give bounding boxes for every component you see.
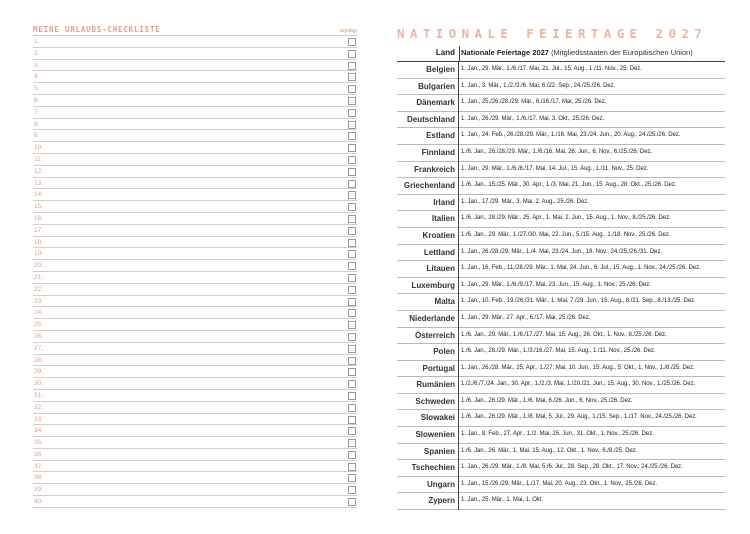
country-name: Spanien — [397, 444, 459, 461]
checklist-row — [33, 201, 357, 213]
checklist-checkbox[interactable] — [348, 451, 356, 459]
checklist-number: 12. — [34, 167, 44, 175]
checklist-checkbox[interactable] — [348, 439, 356, 447]
checklist-row — [33, 213, 357, 225]
checklist-checkbox[interactable] — [348, 416, 356, 424]
checklist-checkbox[interactable] — [348, 62, 356, 70]
checklist-row — [33, 83, 357, 95]
checklist-number: 25. — [34, 321, 44, 329]
checklist-number: 31. — [34, 391, 44, 399]
checklist-row — [33, 248, 357, 260]
checklist-number: 6. — [34, 96, 40, 104]
checklist-checkbox[interactable] — [348, 309, 356, 317]
holiday-dates: 1./6. Jan., 28./29. Mär., 1./3./16./27. Mai, 15. Aug., 1./11. Nov., 25./26. Dez. — [461, 348, 656, 355]
holidays-page — [397, 22, 725, 512]
table-row — [397, 145, 725, 162]
checklist-checkbox[interactable] — [348, 109, 356, 117]
checklist-number: 19. — [34, 250, 44, 258]
checklist-row — [33, 366, 357, 378]
checklist-checkbox[interactable] — [348, 85, 356, 93]
country-name: Griechenland — [397, 178, 459, 195]
table-row — [397, 228, 725, 245]
holiday-dates: 1. Jan., 10. Feb., 19./26./31. Mär., 1. Mai, 7./29. Jun., 15. Aug., 8./21. Sep., 8./13./25. Dez. — [461, 298, 696, 305]
holidays-title: NATIONALE FEIERTAGE 2027 — [397, 26, 708, 41]
checklist-row — [33, 343, 357, 355]
checklist-number: 15. — [34, 203, 44, 211]
checklist-row — [33, 119, 357, 131]
checklist-number: 2. — [34, 49, 40, 57]
checklist-number: 4. — [34, 73, 40, 81]
checklist-number: 36. — [34, 450, 44, 458]
checklist-row — [33, 390, 357, 402]
checklist-title: MEINE URLAUBS-CHECKLISTE — [33, 25, 161, 34]
checklist-number: 40. — [34, 498, 44, 506]
checklist-number: 13. — [34, 179, 44, 187]
country-name: Tschechien — [397, 460, 459, 477]
checklist-number: 16. — [34, 214, 44, 222]
checklist-checkbox[interactable] — [348, 474, 356, 482]
checklist-row — [33, 425, 357, 437]
checklist-checkbox[interactable] — [348, 227, 356, 235]
holiday-dates: 1. Jan., 3. Mär., 1./2./3./6. Mai, 6./22. Sep., 24./25./26. Dez. — [461, 82, 616, 89]
checklist-number: 39. — [34, 486, 44, 494]
checklist-row — [33, 71, 357, 83]
checklist-checkbox[interactable] — [348, 486, 356, 494]
holiday-dates: 1. Jan., 16. Feb., 11./28./29. Mär., 1. Mai, 24. Jun., 6. Jul., 15. Aug., 1. Nov., 24./25./26. Dez. — [461, 265, 701, 272]
checklist-row — [33, 331, 357, 343]
table-row — [397, 278, 725, 295]
country-name: Niederlande — [397, 311, 459, 328]
checklist-row — [33, 60, 357, 72]
table-row — [397, 112, 725, 129]
checklist-row — [33, 402, 357, 414]
checklist-checkbox[interactable] — [348, 97, 356, 105]
table-row — [397, 178, 725, 195]
country-name: Frankreich — [397, 162, 459, 179]
holiday-dates: 1. Jan., 29. Mär., 1./6./9./17. Mai, 23. Jun., 15. Aug., 1. Nov., 25./26. Dez. — [461, 281, 651, 288]
table-row — [397, 344, 725, 361]
checklist-number: 30. — [34, 380, 44, 388]
holiday-dates: 1./6. Jan., 15./25. Mär., 30. Apr., 1./3. Mai, 21. Jun., 15. Aug., 28. Okt., 25./26. Dez. — [461, 182, 677, 189]
checklist-number: 38. — [34, 474, 44, 482]
table-row — [397, 410, 725, 427]
country-name: Ungarn — [397, 477, 459, 494]
checklist-number: 20. — [34, 262, 44, 270]
checklist-number: 7. — [34, 108, 40, 116]
column-header-title: Nationale Feiertage 2027 — [461, 48, 549, 57]
table-row — [397, 195, 725, 212]
holiday-dates: 1./6. Jan., 26./29. Mär., 1./8. Mai, 5. Jul., 29. Aug., 1./15. Sep., 1./17. Nov., 24./25./26. Dez. — [461, 414, 697, 421]
checklist-row — [33, 225, 357, 237]
checklist-row — [33, 272, 357, 284]
checklist-row — [33, 237, 357, 249]
column-header-land: Land — [435, 48, 455, 57]
checklist-checkbox[interactable] — [348, 286, 356, 294]
checklist-checkbox[interactable] — [348, 463, 356, 471]
country-name: Slowakei — [397, 410, 459, 427]
table-row — [397, 477, 725, 494]
table-row — [397, 311, 725, 328]
country-name: Kroatien — [397, 228, 459, 245]
checklist-row — [33, 437, 357, 449]
checklist-row — [33, 496, 357, 508]
checklist-checkbox[interactable] — [348, 250, 356, 258]
checklist-checkbox[interactable] — [348, 321, 356, 329]
checklist-row — [33, 189, 357, 201]
checklist-checkbox[interactable] — [348, 121, 356, 129]
holiday-dates: 1. Jan., 26./29. Mär., 1./8. Mai, 5./6. Jul., 28. Sep., 28. Okt., 17. Nov., 24./25./26. Dez. — [461, 464, 683, 471]
checklist-checkbox[interactable] — [348, 38, 356, 46]
holiday-dates: 1./6. Jan., 26. Mär., 1. Mai, 15. Aug., 12. Okt., 1. Nov., 6./8./25. Dez. — [461, 447, 638, 454]
checklist-number: 23. — [34, 297, 44, 305]
table-row — [397, 328, 725, 345]
done-column-label: Erledigt — [340, 28, 357, 33]
country-name: Estland — [397, 128, 459, 145]
checklist-checkbox[interactable] — [348, 404, 356, 412]
checklist-number: 17. — [34, 226, 44, 234]
checklist-row — [33, 484, 357, 496]
holiday-dates: 1./6. Jan., 29. Mär., 1./27./30. Mai, 22. Jun., 5./15. Aug., 1./18. Nov., 25./26. Dez. — [461, 231, 671, 238]
checklist-row — [33, 166, 357, 178]
country-name: Polen — [397, 344, 459, 361]
table-row — [397, 377, 725, 394]
checklist-row — [33, 449, 357, 461]
table-row — [397, 162, 725, 179]
holidays-table — [397, 46, 725, 510]
checklist-row — [33, 95, 357, 107]
checklist-number: 5. — [34, 85, 40, 93]
table-row — [397, 493, 725, 510]
checklist-number: 33. — [34, 415, 44, 423]
country-name: Lettland — [397, 245, 459, 262]
checklist-items — [33, 36, 357, 508]
checklist-number: 34. — [34, 427, 44, 435]
holiday-dates: 1./6. Jan., 29. Mär., 1./6./17./27. Mai, 15. Aug., 26. Okt., 1. Nov., 8./25./26. Dez. — [461, 331, 667, 338]
checklist-checkbox[interactable] — [348, 380, 356, 388]
table-body — [397, 62, 725, 510]
checklist-row — [33, 142, 357, 154]
checklist-checkbox[interactable] — [348, 498, 356, 506]
country-name: Dänemark — [397, 95, 459, 112]
country-name: Slowenien — [397, 427, 459, 444]
holiday-dates: 1. Jan., 25./26./28./29. Mär., 6./16./17. Mai, 25./26. Dez. — [461, 99, 607, 106]
country-name: Finnland — [397, 145, 459, 162]
checklist-checkbox[interactable] — [348, 368, 356, 376]
checklist-checkbox[interactable] — [348, 73, 356, 81]
checklist-number: 1. — [34, 38, 40, 45]
checklist-checkbox[interactable] — [348, 392, 356, 400]
checklist-row — [33, 107, 357, 119]
checklist-row — [33, 130, 357, 142]
checklist-row — [33, 48, 357, 60]
checklist-number: 32. — [34, 403, 44, 411]
table-row — [397, 95, 725, 112]
checklist-number: 37. — [34, 462, 44, 470]
checklist-number: 3. — [34, 61, 40, 69]
country-name: Deutschland — [397, 112, 459, 129]
checklist-number: 9. — [34, 132, 40, 140]
checklist-number: 18. — [34, 238, 44, 246]
table-row — [397, 294, 725, 311]
country-name: Zypern — [397, 493, 459, 510]
country-name: Portugal — [397, 361, 459, 378]
checklist-row — [33, 414, 357, 426]
table-row — [397, 444, 725, 461]
table-header — [397, 46, 725, 62]
holiday-dates: 1. Jan., 29. Mär., 1./6./17. Mai, 21. Jul., 15. Aug., 1./11. Nov., 25. Dez. — [461, 66, 642, 72]
checklist-row — [33, 36, 357, 48]
checklist-checkbox[interactable] — [348, 427, 356, 435]
column-header-holidays — [461, 48, 693, 57]
checklist-checkbox[interactable] — [348, 345, 356, 353]
country-name: Österreich — [397, 328, 459, 345]
checklist-row — [33, 284, 357, 296]
country-name: Litauen — [397, 261, 459, 278]
checklist-page — [33, 22, 357, 512]
holiday-dates: 1./6. Jan., 28./29. Mär., 25. Apr., 1. Mai, 2. Jun., 15. Aug., 1. Nov., 8./25./26. Dez. — [461, 215, 671, 222]
checklist-header — [33, 22, 357, 36]
holiday-dates: 1./2./6./7./24. Jan., 30. Apr., 1./2./3. Mai, 1./20./21. Jun., 15. Aug., 30. Nov., 1./25./26. Dez. — [461, 381, 696, 388]
holiday-dates: 1. Jan., 29. Mär., 27. Apr., 6./17. Mai, 25./26. Dez. — [461, 314, 591, 321]
checklist-row — [33, 378, 357, 390]
checklist-checkbox[interactable] — [348, 274, 356, 282]
checklist-checkbox[interactable] — [348, 203, 356, 211]
holiday-dates: 1. Jan., 26./28./29. Mär., 1./4. Mai, 23./24. Jun., 18. Nov., 24./25./26./31. Dez. — [461, 248, 662, 255]
holiday-dates: 1./6. Jan., 26./28./29. Mär., 1./6./16. Mai, 26. Jun., 6. Nov., 6./25./26. Dez. — [461, 148, 653, 155]
checklist-row — [33, 260, 357, 272]
checklist-checkbox[interactable] — [348, 144, 356, 152]
checklist-number: 10. — [34, 144, 44, 152]
checklist-number: 29. — [34, 368, 44, 376]
checklist-row — [33, 307, 357, 319]
checklist-checkbox[interactable] — [348, 239, 356, 247]
checklist-number: 24. — [34, 309, 44, 317]
table-row — [397, 427, 725, 444]
table-row — [397, 261, 725, 278]
table-row — [397, 79, 725, 96]
checklist-checkbox[interactable] — [348, 156, 356, 164]
checklist-row — [33, 178, 357, 190]
checklist-row — [33, 296, 357, 308]
table-row — [397, 211, 725, 228]
checklist-number: 35. — [34, 439, 44, 447]
checklist-number: 27. — [34, 344, 44, 352]
holiday-dates: 1. Jan., 25. Mär., 1. Mai, 1. Okt. — [461, 497, 544, 504]
table-row — [397, 361, 725, 378]
holiday-dates: 1. Jan., 26./28. Mär., 25. Apr., 1./27. Mai, 10. Jun., 15. Aug., 5. Okt., 1. Nov., 1./8./25. Dez. — [461, 364, 695, 371]
checklist-number: 8. — [34, 120, 40, 128]
checklist-number: 26. — [34, 332, 44, 340]
checklist-checkbox[interactable] — [348, 132, 356, 140]
table-row — [397, 128, 725, 145]
checklist-number: 28. — [34, 356, 44, 364]
checklist-checkbox[interactable] — [348, 191, 356, 199]
country-name: Rumänien — [397, 377, 459, 394]
checklist-checkbox[interactable] — [348, 333, 356, 341]
country-name: Bulgarien — [397, 79, 459, 96]
checklist-number: 21. — [34, 273, 44, 281]
table-row — [397, 62, 725, 79]
checklist-row — [33, 472, 357, 484]
checklist-row — [33, 319, 357, 331]
country-name: Irland — [397, 195, 459, 212]
holiday-dates: 1. Jan., 17./29. Mär., 3. Mai, 2. Aug., 25./26. Dez. — [461, 198, 589, 205]
checklist-checkbox[interactable] — [348, 50, 356, 58]
checklist-checkbox[interactable] — [348, 215, 356, 223]
country-name: Luxemburg — [397, 278, 459, 295]
checklist-row — [33, 461, 357, 473]
holiday-dates: 1. Jan., 29. Mär., 1./6./8./17. Mai, 14. Jul., 15. Aug., 1./11. Nov., 25. Dez. — [461, 165, 649, 172]
table-row — [397, 460, 725, 477]
country-name: Schweden — [397, 394, 459, 411]
table-row — [397, 394, 725, 411]
holiday-dates: 1. Jan., 24. Feb., 26./28./29. Mär., 1./16. Mai, 23./24. Jun., 20. Aug., 24./25./26. Dez. — [461, 132, 681, 139]
country-name: Malta — [397, 294, 459, 311]
holiday-dates: 1. Jan., 15./26./29. Mär., 1./17. Mai, 20. Aug., 23. Okt., 1. Nov., 25./26. Dez. — [461, 480, 657, 487]
checklist-number: 11. — [34, 155, 43, 163]
holiday-dates: 1./6. Jan., 26./29. Mär., 1./6. Mai, 6./26. Jun., 6. Nov., 25./26. Dez. — [461, 397, 633, 404]
checklist-number: 22. — [34, 285, 44, 293]
holiday-dates: 1. Jan., 26./29. Mär., 1./6./17. Mai, 3. Okt., 25./26. Dez. — [461, 115, 605, 122]
table-row — [397, 245, 725, 262]
column-header-subtitle: (Mitgliedsstaaten der Europäischen Union) — [551, 48, 693, 57]
checklist-checkbox[interactable] — [348, 262, 356, 270]
country-name: Italien — [397, 211, 459, 228]
holiday-dates: 1. Jan., 8. Feb., 27. Apr., 1./2. Mai, 25. Jun., 31. Okt., 1. Nov., 25./26. Dez. — [461, 431, 654, 438]
checklist-checkbox[interactable] — [348, 168, 356, 176]
country-name: Belgien — [397, 62, 459, 79]
checklist-checkbox[interactable] — [348, 298, 356, 306]
checklist-row — [33, 154, 357, 166]
checklist-checkbox[interactable] — [348, 180, 356, 188]
checklist-number: 14. — [34, 191, 44, 199]
checklist-checkbox[interactable] — [348, 357, 356, 365]
checklist-row — [33, 355, 357, 367]
